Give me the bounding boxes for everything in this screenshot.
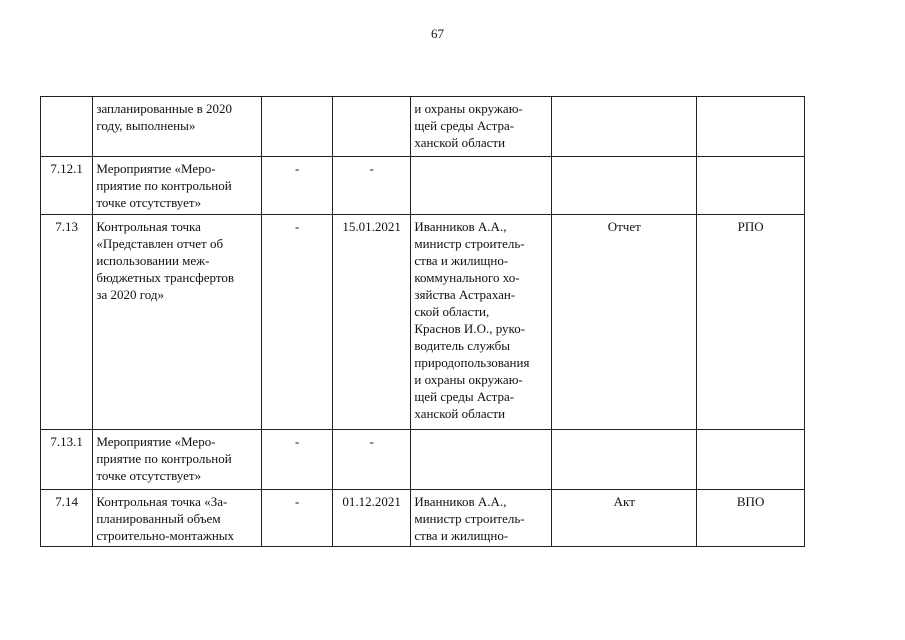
row-number-cell (41, 97, 93, 157)
info-system-cell: РПО (697, 215, 805, 430)
start-date-cell: - (262, 215, 332, 430)
info-system-cell (697, 97, 805, 157)
table-row (41, 157, 805, 215)
start-date-cell: - (262, 157, 332, 215)
responsible-cell: и охраны окружаю- щей среды Астра- ханской области (411, 97, 552, 157)
info-system-cell: ВПО (697, 490, 805, 547)
end-date-cell (332, 97, 411, 157)
result-document-cell (552, 97, 697, 157)
event-name-cell: Мероприятие «Меро- приятие по контрольной точке отсутствует» (93, 430, 262, 490)
end-date-cell: 15.01.2021 (332, 215, 411, 430)
result-document-cell (552, 430, 697, 490)
row-number-cell: 7.12.1 (41, 157, 93, 215)
event-name-cell: Контрольная точка «За- планированный объем строительно-монтажных (93, 490, 262, 547)
row-number-cell: 7.14 (41, 490, 93, 547)
start-date-cell: - (262, 430, 332, 490)
responsible-cell (411, 430, 552, 490)
end-date-cell: - (332, 157, 411, 215)
result-document-cell (552, 157, 697, 215)
responsible-cell: Иванников А.А., министр строитель- ства и жилищно- (411, 490, 552, 547)
table-row (41, 215, 805, 430)
row-number-cell: 7.13 (41, 215, 93, 430)
event-name-cell: Мероприятие «Меро- приятие по контрольной точке отсутствует» (93, 157, 262, 215)
end-date-cell: - (332, 430, 411, 490)
responsible-cell (411, 157, 552, 215)
result-document-cell: Акт (552, 490, 697, 547)
table-row (41, 97, 805, 157)
table-row (41, 490, 805, 547)
end-date-cell: 01.12.2021 (332, 490, 411, 547)
row-number-cell: 7.13.1 (41, 430, 93, 490)
table-row (41, 430, 805, 490)
page-number: 67 (431, 26, 444, 41)
info-system-cell (697, 157, 805, 215)
control-points-table (40, 96, 805, 547)
start-date-cell: - (262, 490, 332, 547)
info-system-cell (697, 430, 805, 490)
result-document-cell: Отчет (552, 215, 697, 430)
event-name-cell: запланированные в 2020 году, выполнены» (93, 97, 262, 157)
responsible-cell: Иванников А.А., министр строитель- ства и жилищно- коммунального хо- зяйства Астрахан- ской области, Краснов И.О., руко- водитель службы природопользования и охраны окружаю- щей среды Астра- ханской области (411, 215, 552, 430)
start-date-cell (262, 97, 332, 157)
event-name-cell: Контрольная точка «Представлен отчет об использовании меж- бюджетных трансфертов за 2020 год» (93, 215, 262, 430)
